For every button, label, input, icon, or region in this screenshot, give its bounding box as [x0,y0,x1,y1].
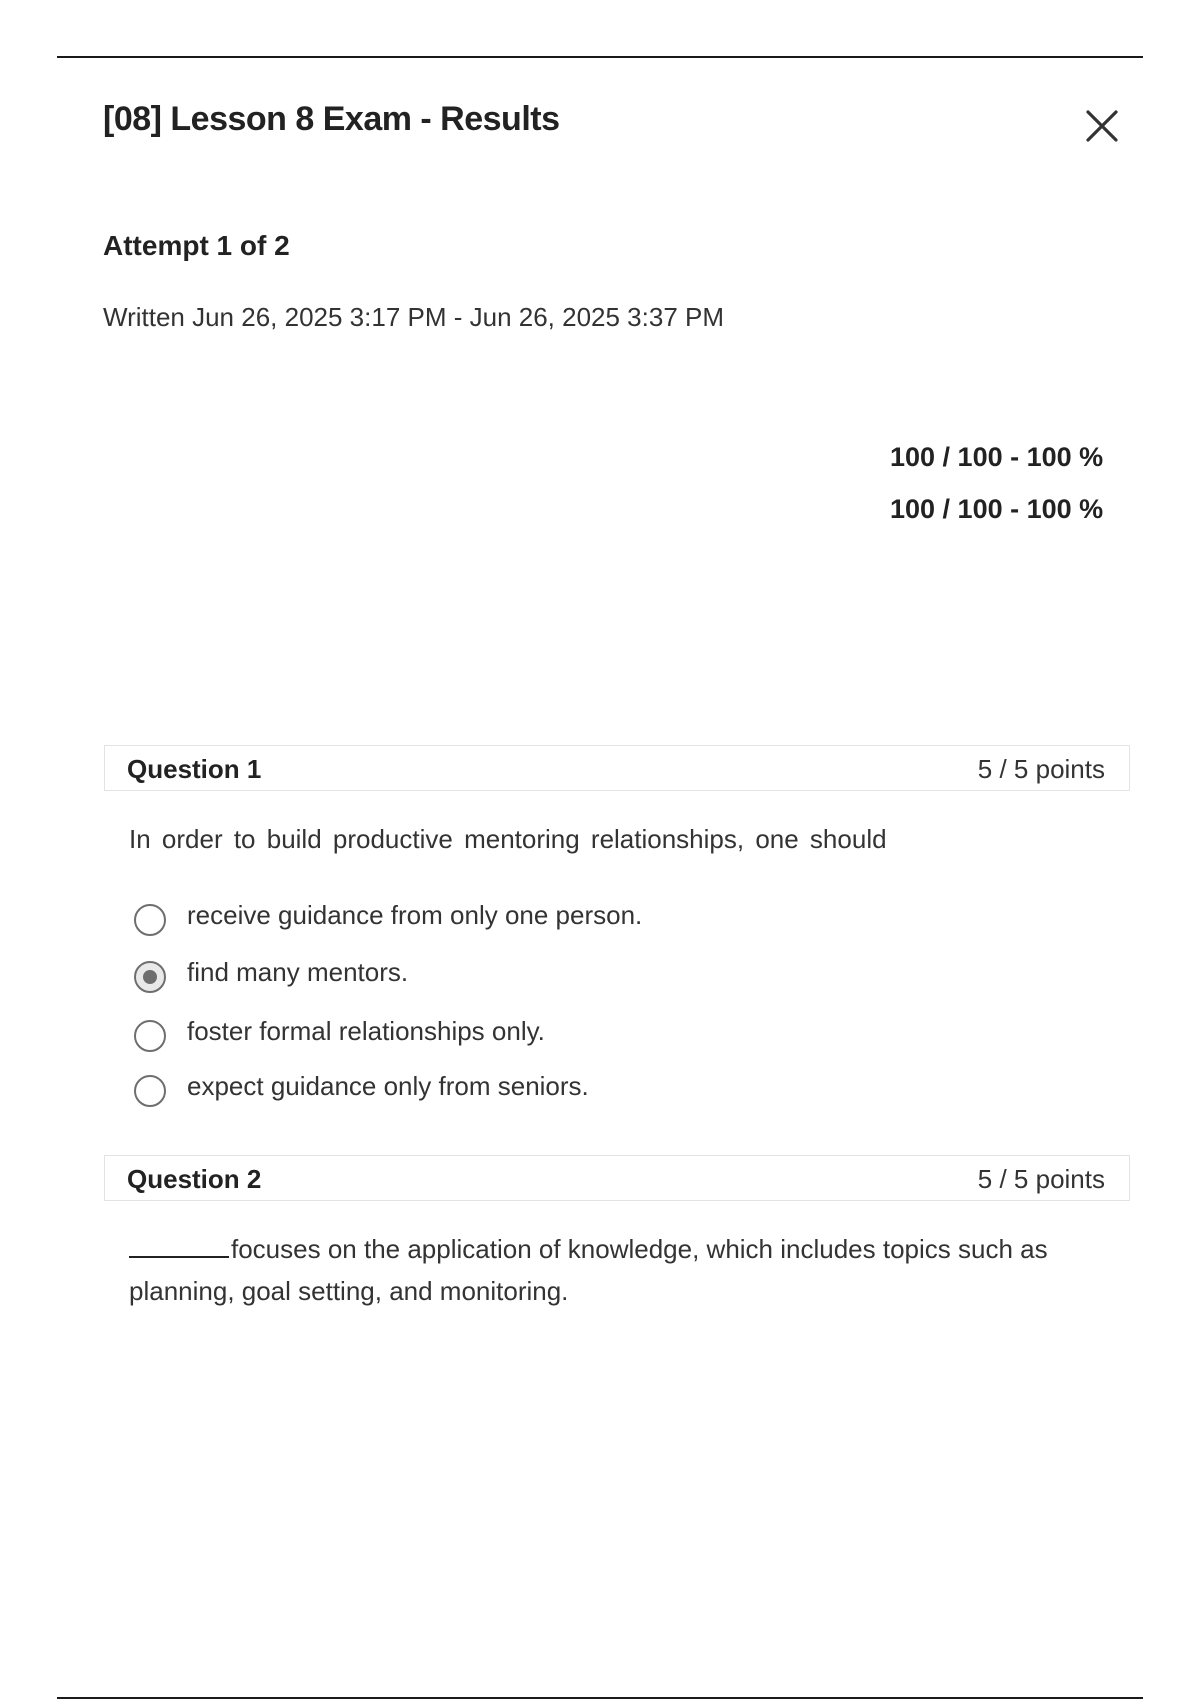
question-1-points: 5 / 5 points [977,754,1105,784]
radio-button[interactable] [134,1020,166,1052]
written-timestamp: Written Jun 26, 2025 3:17 PM - Jun 26, 2025 3:37 PM [103,302,725,332]
option-label: find many mentors. [187,957,409,987]
question-2-points: 5 / 5 points [977,1164,1105,1194]
radio-button[interactable] [134,904,166,936]
bottom-divider [57,1697,1143,1699]
question-1-header [104,745,1130,791]
question-1-text: In order to build productive mentoring relationships, one should [129,824,887,854]
fill-in-blank [129,1230,229,1258]
question-2-header [104,1155,1130,1201]
radio-button-selected[interactable] [134,961,166,993]
option-label: expect guidance only from seniors. [187,1071,589,1101]
attempt-label: Attempt 1 of 2 [103,230,290,261]
attempt-score-value: 100 / 100 - 100 % [890,442,1104,472]
top-divider [57,56,1143,58]
question-1-title: Question 1 [127,754,262,784]
overall-grade-value: 100 / 100 - 100 % [890,494,1104,524]
option-label: foster formal relationships only. [187,1016,545,1046]
page-title: [08] Lesson 8 Exam - Results [103,100,560,138]
radio-button[interactable] [134,1075,166,1107]
option-label: receive guidance from only one person. [187,900,643,930]
question-2-text: focuses on the application of knowledge, which includes topics such as planning, goal setting, and monitoring. [129,1234,1048,1306]
question-2-body [129,1228,1109,1312]
close-icon [1080,104,1124,148]
close-button[interactable] [1080,104,1124,148]
question-2-title: Question 2 [127,1164,262,1194]
